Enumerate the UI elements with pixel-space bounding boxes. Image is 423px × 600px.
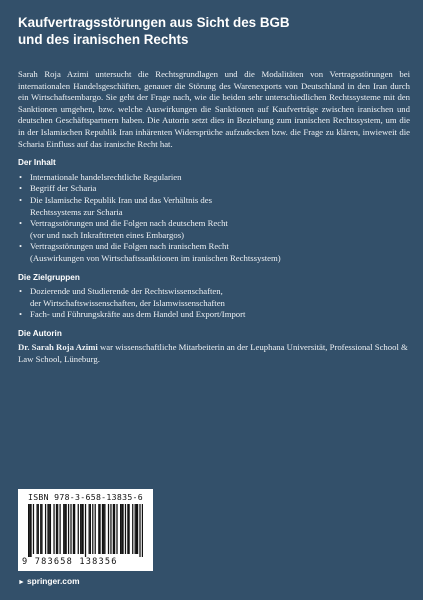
list-item-text: Internationale handelsrechtliche Regularien (30, 171, 182, 182)
list-item-text-continued: (Auswirkungen von Wirtschaftssanktionen im iranischen Rechtssystem) (30, 252, 281, 263)
intro-paragraph: Sarah Roja Azimi untersucht die Rechtsgrundlagen und die Modalitäten von Vertragsstörungen bei internationalen Handelsgeschäften, genauer die Störung des Warenexports von Deutschland in den Iran durch ein Wirtschaftsembargo. Sie geht der Frage nach, wie die beiden sehr unterschiedlichen Rechtssysteme mit den Sanktionen umgehen, bzw. welche Auswirkungen die Sanktionen auf Kaufverträge zwischen iranischen und deutschen Geschäftspartnern haben. Die Autorin setzt dies in Beziehung zum iranischen Rechtssystem, um die in der Islamischen Republik Iran inhärenten Widersprüche aufzudecken bzw. die Frage zu klären, inwieweit die Scharia Einfluss auf das iranische Recht hat. (18, 69, 410, 149)
bullet-icon: • (19, 218, 23, 229)
barcode-bar (102, 504, 103, 554)
section-heading-zielgruppen: Die Zielgruppen (18, 272, 80, 282)
list-item-text: Die Islamische Republik Iran und das Verhältnis des (30, 194, 212, 205)
list-item-text: Begriff der Scharia (30, 183, 97, 194)
bullet-icon: • (19, 241, 23, 252)
barcode-icon (28, 504, 143, 557)
list-item (18, 218, 410, 241)
barcode-bar (80, 504, 81, 554)
author-bio-text: war wissenschaftliche Mitarbeiterin an der Leuphana Universität, Professional School & Law School, Lüneburg. (18, 342, 408, 365)
barcode-bar (59, 504, 60, 554)
barcode-bar (104, 504, 105, 554)
barcode-bar (56, 504, 57, 554)
barcode-bar (47, 504, 48, 554)
barcode-bar (81, 504, 82, 554)
arrow-right-icon: ► (18, 579, 25, 586)
barcode-bar (40, 504, 41, 554)
list-item-text: Dozierende und Studierende der Rechtswissenschaften, (30, 286, 223, 297)
list-item-text: Fach- und Führungskräfte aus dem Handel und Export/Import (30, 309, 246, 320)
book-title (18, 14, 408, 48)
barcode-bar (82, 504, 83, 554)
list-item-text-continued: Rechtssystems zur Scharia (30, 206, 123, 217)
barcode-bar (29, 504, 30, 557)
list-item-text: Vertragsstörungen und die Folgen nach iranischem Recht (30, 241, 229, 252)
barcode-bar (57, 504, 58, 554)
title-line-1: Kaufvertragsstörungen aus Sicht des BGB (18, 15, 290, 30)
barcode-bar (114, 504, 115, 554)
barcode-bar (113, 504, 114, 554)
barcode-bar (139, 504, 140, 557)
barcode-bar (45, 504, 46, 554)
barcode-bar (99, 504, 100, 554)
barcode-bar (132, 504, 133, 554)
section-heading-inhalt: Der Inhalt (18, 158, 56, 168)
list-item-text: Vertragsstörungen und die Folgen nach deutschem Recht (30, 218, 228, 229)
isbn-barcode (18, 489, 153, 571)
zielgruppen-list (18, 286, 410, 321)
barcode-bar (108, 504, 109, 554)
barcode-bar (41, 504, 42, 554)
bullet-icon: • (19, 194, 23, 205)
barcode-bar (98, 504, 99, 554)
list-item (18, 286, 410, 309)
barcode-bar (28, 504, 29, 557)
barcode-bar (70, 504, 71, 554)
barcode-bar (121, 504, 122, 554)
list-item-text-continued: der Wirtschaftswissenschaften, der Islamwissenschaften (30, 297, 225, 308)
barcode-bar (63, 504, 64, 554)
barcode-bar (142, 504, 143, 557)
barcode-bar (122, 504, 123, 554)
list-item (18, 309, 410, 321)
section-heading-autorin: Die Autorin (18, 328, 62, 338)
publisher-url: springer.com (26, 576, 80, 586)
barcode-bar (68, 504, 69, 554)
barcode-bar (95, 504, 96, 554)
barcode-bar (66, 504, 67, 554)
isbn-label: ISBN 978-3-658-13835-6 (27, 492, 144, 502)
author-name: Dr. Sarah Roja Azimi (18, 342, 98, 353)
barcode-bar (125, 504, 126, 554)
barcode-digits: 9 783658 138356 (22, 557, 118, 567)
list-item (18, 183, 410, 195)
barcode-bar (135, 504, 136, 554)
barcode-bar (137, 504, 138, 554)
barcode-bar (78, 504, 79, 554)
barcode-bar (50, 504, 51, 554)
barcode-bar (85, 504, 86, 557)
barcode-bar (73, 504, 74, 554)
barcode-bar (90, 504, 91, 554)
publisher-link[interactable] (18, 576, 80, 586)
barcode-bar (116, 504, 117, 554)
barcode-bar (103, 504, 104, 554)
bullet-icon: • (19, 183, 23, 194)
list-item-text-continued: (vor und nach Inkrafttreten eines Embargos) (30, 229, 184, 240)
barcode-bar (136, 504, 137, 554)
barcode-bar (53, 504, 54, 554)
barcode-bar (89, 504, 90, 554)
barcode-bar (74, 504, 75, 554)
list-item (18, 195, 410, 218)
barcode-bar (30, 504, 31, 557)
barcode-bar (49, 504, 50, 554)
bullet-icon: • (19, 309, 23, 320)
blurb (18, 69, 410, 366)
barcode-bar (127, 504, 128, 554)
barcode-bar (36, 504, 37, 554)
barcode-bar (33, 504, 34, 554)
barcode-bar (38, 504, 39, 554)
author-bio (18, 342, 410, 365)
barcode-bar (92, 504, 93, 554)
barcode-bar (120, 504, 121, 554)
inhalt-list (18, 172, 410, 265)
bullet-icon: • (19, 286, 23, 297)
barcode-bar (128, 504, 129, 554)
barcode-bar (110, 504, 111, 554)
bullet-icon: • (19, 171, 23, 182)
barcode-bar (64, 504, 65, 554)
list-item (18, 172, 410, 184)
title-line-2: und des iranischen Rechts (18, 32, 189, 47)
list-item (18, 241, 410, 264)
